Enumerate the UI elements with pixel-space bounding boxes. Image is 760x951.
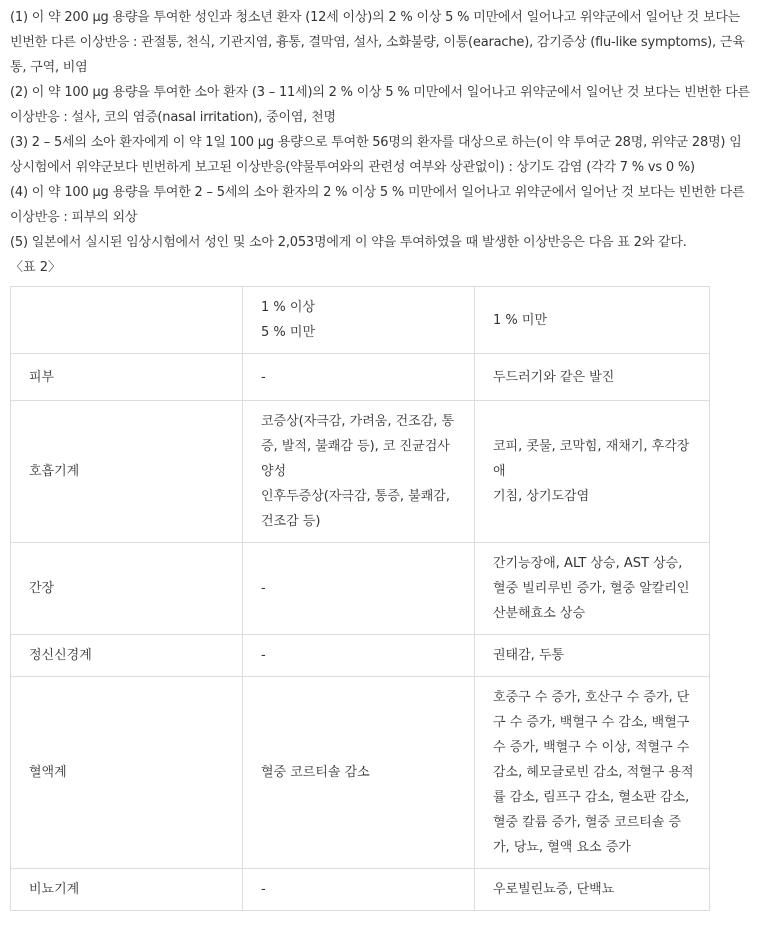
paragraph-1: (1) 이 약 200 μg 용량을 투여한 성인과 청소년 환자 (12세 이상)의 2 % 이상 5 % 미만에서 일어나고 위약군에서 일어난 것 보다는 빈번한 다른 이상반응 : 관절통, 천식, 기관지염, 흉통, 결막염, 설사, 소화불량, 이통(earache), 감기증상 (flu-like symptoms), 근육통, 구역, 비염 [10, 10, 745, 75]
row-col1 [243, 677, 475, 869]
row-col1 [243, 354, 475, 401]
row-category: 정신신경계 [11, 635, 243, 677]
cell-text: 코증상(자극감, 가려움, 건조감, 통증, 발적, 불쾌감 등), 코 진균검사 양성 [261, 414, 455, 479]
table-row [11, 354, 710, 401]
row-category: 혈액계 [11, 677, 243, 869]
adverse-reaction-table [10, 286, 710, 911]
cell-text: 혈중 코르티솔 감소 [261, 765, 370, 780]
row-col2 [475, 869, 710, 911]
row-col2 [475, 354, 710, 401]
row-col2 [475, 543, 710, 635]
table-row [11, 869, 710, 911]
cell-text: - [261, 581, 266, 596]
header-line: 1 % 이상 [261, 300, 316, 315]
row-col1 [243, 543, 475, 635]
table-row [11, 543, 710, 635]
header-line: 5 % 미만 [261, 325, 316, 340]
row-col1 [243, 869, 475, 911]
cell-text: 기침, 상기도감염 [493, 489, 590, 504]
cell-text: 호중구 수 증가, 호산구 수 증가, 단구 수 증가, 백혈구 수 감소, 백혈구 수 증가, 백혈구 수 이상, 적혈구 수 감소, 헤모글로빈 감소, 적혈구 용적률 감소, 림프구 감소, 혈소판 감소, 혈중 칼륨 증가, 혈중 코르티솔 증가, 당뇨, 혈액 요소 증가 [493, 690, 694, 855]
paragraph-5: (5) 일본에서 실시된 임상시험에서 성인 및 소아 2,053명에게 이 약을 투여하였을 때 발생한 이상반응은 다음 표 2와 같다. [10, 235, 687, 250]
header-under-1-percent: 1 % 미만 [475, 287, 710, 354]
paragraph-3: (3) 2 – 5세의 소아 환자에게 이 약 1일 100 μg 용량으로 투여한 56명의 환자를 대상으로 하는(이 약 투여군 28명, 위약군 28명) 임상시험에서 위약군보다 빈번하게 보고된 이상반응(약물투여와의 관련성 여부와 상관없이) : 상기도 감염 (각각 7 % vs 0 %) [10, 135, 742, 175]
header-category [11, 287, 243, 354]
row-col2 [475, 635, 710, 677]
row-col2 [475, 401, 710, 543]
table-row [11, 401, 710, 543]
cell-text: 인후두증상(자극감, 통증, 불쾌감, 건조감 등) [261, 489, 450, 529]
row-col1 [243, 635, 475, 677]
cell-text: - [261, 369, 266, 385]
row-category: 비뇨기계 [11, 869, 243, 911]
cell-text: - [261, 882, 266, 897]
cell-text: 간기능장애, ALT 상승, AST 상승, 혈중 빌리루빈 증가, 혈중 알칼리인산분해효소 상승 [493, 556, 690, 621]
cell-text: 권태감, 두통 [493, 648, 565, 663]
row-category: 호흡기계 [11, 401, 243, 543]
paragraph-4: (4) 이 약 100 μg 용량을 투여한 2 – 5세의 소아 환자의 2 % 이상 5 % 미만에서 일어나고 위약군에서 일어난 것 보다는 빈번한 다른 이상반응 : 피부의 외상 [10, 185, 745, 225]
cell-text: 두드러기와 같은 발진 [493, 369, 615, 385]
table-row [11, 677, 710, 869]
paragraph-2: (2) 이 약 100 μg 용량을 투여한 소아 환자 (3 – 11세)의 2 % 이상 5 % 미만에서 일어나고 위약군에서 일어난 것 보다는 빈번한 다른 이상반응 : 설사, 코의 염증(nasal irritation), 중이염, 천명 [10, 85, 750, 125]
row-category: 간장 [11, 543, 243, 635]
table-row [11, 635, 710, 677]
table-caption: 〈표 2〉 [10, 260, 61, 275]
table-header-row [11, 287, 710, 354]
cell-text: 코피, 콧물, 코막힘, 재채기, 후각장애 [493, 439, 690, 479]
row-category: 피부 [11, 354, 243, 401]
row-col1 [243, 401, 475, 543]
cell-text: 우로빌린뇨증, 단백뇨 [493, 882, 615, 897]
cell-text: - [261, 648, 266, 663]
header-1-to-5-percent [243, 287, 475, 354]
row-col2 [475, 677, 710, 869]
